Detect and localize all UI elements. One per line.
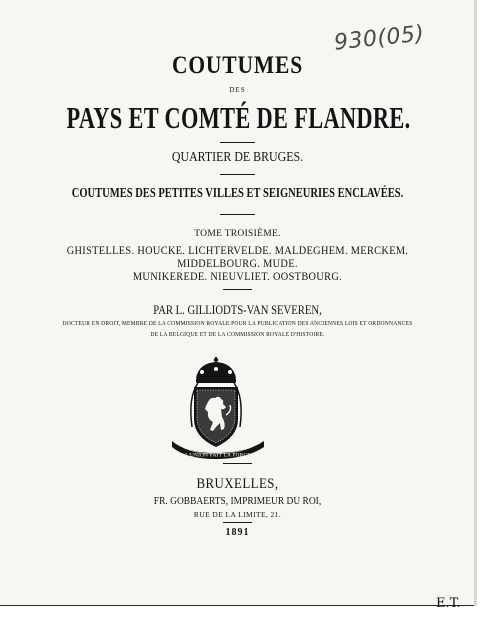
title-line-2: PAYS ET COMTÉ DE FLANDRE.	[66, 100, 411, 135]
subtitle: COUTUMES DES PETITES VILLES ET SEIGNEURIES ENCLAVÉES.	[71, 185, 404, 200]
tome-label: TOME TROISIÈME.	[194, 229, 281, 239]
title-connector: DES	[229, 86, 246, 94]
divider-rule	[223, 522, 252, 523]
imprint-year: 1891	[225, 527, 250, 538]
places-line-1: GHISTELLES. HOUCKE. LICHTERVELDE. MALDEGHEM. MERCKEM.	[66, 243, 409, 257]
author-line: PAR L. GILLIODTS-VAN SEVEREN,	[153, 302, 322, 317]
author-credentials-line-1: DOCTEUR EN DROIT, MEMBRE DE LA COMMISSION ROYALE POUR LA PUBLICATION DES ANCIENNES LOIS ET ORDONNANCES	[62, 321, 413, 327]
divider-rule	[220, 214, 255, 215]
divider-rule	[220, 142, 255, 143]
places-line-2: MIDDELBOURG. MUDE.	[177, 256, 298, 270]
places-line-3: MUNIKEREDE. NIEUVLIET. OOSTBOURG.	[132, 269, 343, 283]
divider-rule	[223, 289, 252, 290]
page-edge	[474, 0, 477, 606]
imprint-city: BRUXELLES,	[196, 476, 279, 492]
divider-rule	[223, 463, 252, 464]
seller-monogram: E.T.	[436, 596, 461, 611]
motto-text: L'UNION FAIT LA FORCE	[185, 452, 251, 459]
imprint-address: RUE DE LA LIMITE, 21.	[193, 510, 282, 519]
imprint-printer: FR. GOBBAERTS, IMPRIMEUR DU ROI,	[153, 495, 322, 507]
crown-icon	[196, 357, 236, 383]
author-credentials-line-2: DE LA BELGIQUE ET DE LA COMMISSION ROYALE D'HISTOIRE.	[150, 332, 325, 338]
royal-coat-of-arms-icon	[166, 357, 270, 461]
title-line-1: COUTUMES	[171, 52, 304, 79]
handwritten-shelfmark: 930(05)	[332, 21, 426, 56]
quartier-heading: QUARTIER DE BRUGES.	[171, 150, 304, 165]
divider-rule	[220, 174, 255, 175]
